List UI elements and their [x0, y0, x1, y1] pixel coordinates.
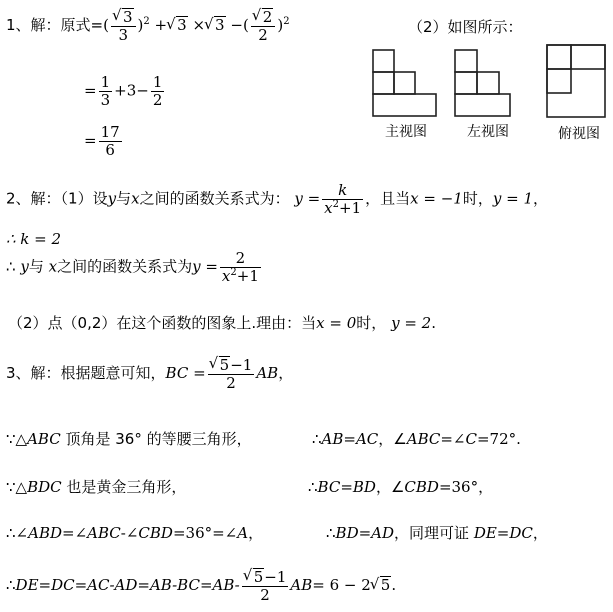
p2-line3: ∴ y与 x之间的函数关系式为y = $\frac{2}{x^2+1}$ [6, 249, 259, 285]
p1-line2: = $\frac{1}{3}$ +3− $\frac{1}{2}$ [84, 73, 163, 109]
p3-line3: ∵△BDC 也是黄金三角形， [6, 478, 187, 496]
p1-line3: = $\frac{17}{6}$ [84, 123, 120, 159]
frac-sqrt3-over-3: √ $\frac{3}{3}$ [111, 8, 136, 44]
p3-line4-right: ∴BD=AD，同理可证 DE=DC， [326, 524, 548, 542]
p3-line2: ∵△ABC 顶角是 36° 的等腰三角形， [6, 430, 252, 448]
left-view-label: 左视图 [467, 124, 509, 140]
left-view-figure [454, 49, 512, 119]
frac-sqrt2-over-2: √ $\frac{2}{2}$ [251, 8, 276, 44]
top-view-figure [546, 44, 608, 120]
p2-line2: ∴ k = 2 [6, 230, 62, 248]
p1-line1: 1、解：原式=( √ $\frac{3}{3}$ )$^2$ +√ 3 ×√ 3 −( √ $\frac{2}{2}$ )$^2$ [6, 8, 290, 44]
p3-line1: 3、解：根据题意可知，BC = √ $\frac{5-1}{2}$ AB， [6, 356, 293, 392]
p2-line4: （2）点（0,2）在这个函数的图象上.理由：当x = 0时， y = 2. [8, 314, 436, 332]
p1-label: 1、解：原式= [6, 16, 104, 34]
p2-line1: 2、解：（1）设y与x之间的函数关系式为： y = $\frac{k}{x^2+1}$ ，且当x = −1时，y = 1， [6, 181, 548, 217]
p3-line3-right: ∴BC=BD，∠CBD=36°， [308, 478, 494, 496]
p3-line2-right: ∴AB=AC，∠ABC=∠C=72°. [312, 430, 521, 448]
front-view-label: 主视图 [385, 124, 427, 140]
p1-part2: （2）如图所示： [408, 18, 523, 36]
top-view-label: 俯视图 [558, 126, 600, 142]
front-view-figure [372, 47, 438, 119]
p3-line5: ∴DE=DC=AC-AD=AB-BC=AB- √ $\frac{5-1}{2}$ AB= 6 − 2√ 5. [6, 568, 396, 604]
p3-line4: ∴∠ABD=∠ABC-∠CBD=36°=∠A， [6, 524, 264, 542]
